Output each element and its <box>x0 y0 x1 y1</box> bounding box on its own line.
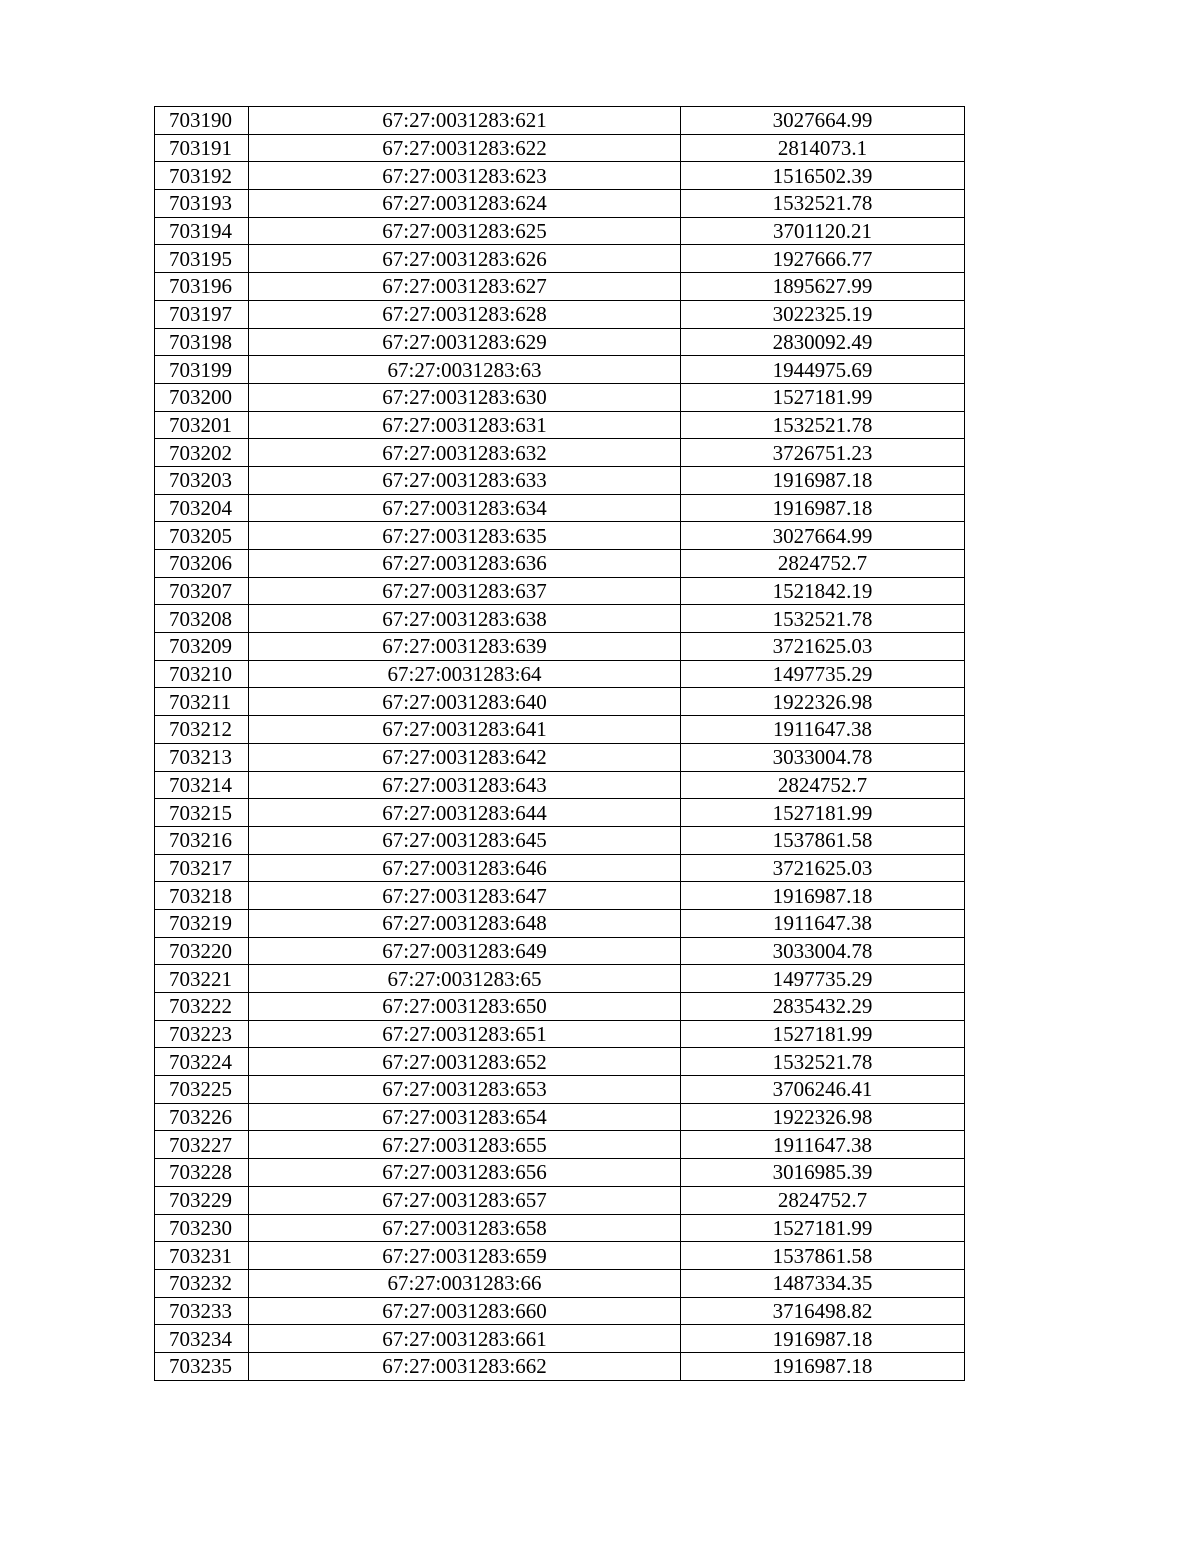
cadastral-number-cell: 67:27:0031283:631 <box>249 411 681 439</box>
row-number-cell: 703212 <box>155 716 249 744</box>
table-row <box>155 522 965 550</box>
cadastral-number-cell: 67:27:0031283:645 <box>249 826 681 854</box>
row-number-cell: 703224 <box>155 1048 249 1076</box>
cadastral-number-cell: 67:27:0031283:641 <box>249 716 681 744</box>
cadastral-number-cell: 67:27:0031283:634 <box>249 494 681 522</box>
row-number-cell: 703206 <box>155 550 249 578</box>
cadastral-number-cell: 67:27:0031283:650 <box>249 993 681 1021</box>
table-row <box>155 245 965 273</box>
cadastral-value-cell: 1927666.77 <box>681 245 965 273</box>
cadastral-value-table <box>154 106 965 1381</box>
cadastral-value-cell: 3027664.99 <box>681 107 965 135</box>
table-row <box>155 1103 965 1131</box>
row-number-cell: 703205 <box>155 522 249 550</box>
cadastral-value-cell: 1537861.58 <box>681 1242 965 1270</box>
cadastral-value-cell: 2824752.7 <box>681 1186 965 1214</box>
row-number-cell: 703197 <box>155 300 249 328</box>
table-row <box>155 1269 965 1297</box>
cadastral-number-cell: 67:27:0031283:624 <box>249 190 681 218</box>
row-number-cell: 703201 <box>155 411 249 439</box>
cadastral-number-cell: 67:27:0031283:637 <box>249 577 681 605</box>
cadastral-number-cell: 67:27:0031283:654 <box>249 1103 681 1131</box>
cadastral-value-cell: 1922326.98 <box>681 1103 965 1131</box>
cadastral-number-cell: 67:27:0031283:657 <box>249 1186 681 1214</box>
cadastral-value-cell: 1527181.99 <box>681 1214 965 1242</box>
table-row <box>155 1131 965 1159</box>
cadastral-value-cell: 1916987.18 <box>681 1352 965 1380</box>
cadastral-number-cell: 67:27:0031283:66 <box>249 1269 681 1297</box>
table-row <box>155 1297 965 1325</box>
cadastral-number-cell: 67:27:0031283:659 <box>249 1242 681 1270</box>
cadastral-number-cell: 67:27:0031283:63 <box>249 356 681 384</box>
table-row <box>155 605 965 633</box>
row-number-cell: 703216 <box>155 826 249 854</box>
table-row <box>155 190 965 218</box>
cadastral-value-cell: 1487334.35 <box>681 1269 965 1297</box>
row-number-cell: 703210 <box>155 660 249 688</box>
row-number-cell: 703222 <box>155 993 249 1021</box>
row-number-cell: 703234 <box>155 1325 249 1353</box>
cadastral-value-cell: 3721625.03 <box>681 854 965 882</box>
row-number-cell: 703228 <box>155 1159 249 1187</box>
cadastral-value-cell: 3701120.21 <box>681 217 965 245</box>
cadastral-number-cell: 67:27:0031283:638 <box>249 605 681 633</box>
table-row <box>155 162 965 190</box>
table-row <box>155 633 965 661</box>
cadastral-number-cell: 67:27:0031283:632 <box>249 439 681 467</box>
table-row <box>155 1159 965 1187</box>
row-number-cell: 703191 <box>155 134 249 162</box>
table-row <box>155 494 965 522</box>
row-number-cell: 703193 <box>155 190 249 218</box>
cadastral-number-cell: 67:27:0031283:633 <box>249 466 681 494</box>
cadastral-number-cell: 67:27:0031283:640 <box>249 688 681 716</box>
cadastral-value-cell: 1532521.78 <box>681 190 965 218</box>
row-number-cell: 703207 <box>155 577 249 605</box>
cadastral-number-cell: 67:27:0031283:65 <box>249 965 681 993</box>
row-number-cell: 703225 <box>155 1076 249 1104</box>
table-row <box>155 1325 965 1353</box>
row-number-cell: 703219 <box>155 909 249 937</box>
cadastral-value-cell: 2824752.7 <box>681 550 965 578</box>
cadastral-number-cell: 67:27:0031283:630 <box>249 383 681 411</box>
row-number-cell: 703220 <box>155 937 249 965</box>
cadastral-value-cell: 1911647.38 <box>681 909 965 937</box>
cadastral-value-cell: 1527181.99 <box>681 799 965 827</box>
row-number-cell: 703196 <box>155 273 249 301</box>
row-number-cell: 703199 <box>155 356 249 384</box>
cadastral-number-cell: 67:27:0031283:628 <box>249 300 681 328</box>
cadastral-value-cell: 1911647.38 <box>681 1131 965 1159</box>
cadastral-value-cell: 2814073.1 <box>681 134 965 162</box>
table-body <box>155 107 965 1381</box>
cadastral-value-cell: 1497735.29 <box>681 660 965 688</box>
cadastral-value-cell: 1916987.18 <box>681 882 965 910</box>
row-number-cell: 703200 <box>155 383 249 411</box>
table-row <box>155 937 965 965</box>
cadastral-number-cell: 67:27:0031283:642 <box>249 743 681 771</box>
cadastral-value-cell: 1532521.78 <box>681 411 965 439</box>
row-number-cell: 703231 <box>155 1242 249 1270</box>
cadastral-number-cell: 67:27:0031283:64 <box>249 660 681 688</box>
cadastral-value-cell: 3022325.19 <box>681 300 965 328</box>
row-number-cell: 703209 <box>155 633 249 661</box>
cadastral-value-cell: 1521842.19 <box>681 577 965 605</box>
table-row <box>155 217 965 245</box>
cadastral-value-cell: 1537861.58 <box>681 826 965 854</box>
cadastral-number-cell: 67:27:0031283:660 <box>249 1297 681 1325</box>
cadastral-number-cell: 67:27:0031283:646 <box>249 854 681 882</box>
cadastral-number-cell: 67:27:0031283:656 <box>249 1159 681 1187</box>
cadastral-value-cell: 3716498.82 <box>681 1297 965 1325</box>
cadastral-value-cell: 1911647.38 <box>681 716 965 744</box>
cadastral-number-cell: 67:27:0031283:661 <box>249 1325 681 1353</box>
table-row <box>155 909 965 937</box>
row-number-cell: 703194 <box>155 217 249 245</box>
table-row <box>155 107 965 135</box>
cadastral-number-cell: 67:27:0031283:655 <box>249 1131 681 1159</box>
table-row <box>155 134 965 162</box>
row-number-cell: 703215 <box>155 799 249 827</box>
cadastral-value-cell: 1895627.99 <box>681 273 965 301</box>
table-row <box>155 1242 965 1270</box>
cadastral-number-cell: 67:27:0031283:626 <box>249 245 681 273</box>
cadastral-value-cell: 3027664.99 <box>681 522 965 550</box>
table-row <box>155 799 965 827</box>
cadastral-value-cell: 1916987.18 <box>681 494 965 522</box>
table-row <box>155 716 965 744</box>
table-row <box>155 383 965 411</box>
table-row <box>155 273 965 301</box>
cadastral-value-cell: 1916987.18 <box>681 1325 965 1353</box>
cadastral-number-cell: 67:27:0031283:635 <box>249 522 681 550</box>
cadastral-number-cell: 67:27:0031283:647 <box>249 882 681 910</box>
row-number-cell: 703226 <box>155 1103 249 1131</box>
row-number-cell: 703235 <box>155 1352 249 1380</box>
row-number-cell: 703223 <box>155 1020 249 1048</box>
row-number-cell: 703213 <box>155 743 249 771</box>
cadastral-number-cell: 67:27:0031283:651 <box>249 1020 681 1048</box>
row-number-cell: 703198 <box>155 328 249 356</box>
row-number-cell: 703204 <box>155 494 249 522</box>
cadastral-number-cell: 67:27:0031283:629 <box>249 328 681 356</box>
row-number-cell: 703229 <box>155 1186 249 1214</box>
table-row <box>155 1048 965 1076</box>
row-number-cell: 703214 <box>155 771 249 799</box>
table-row <box>155 466 965 494</box>
table-row <box>155 965 965 993</box>
cadastral-number-cell: 67:27:0031283:622 <box>249 134 681 162</box>
cadastral-number-cell: 67:27:0031283:636 <box>249 550 681 578</box>
cadastral-value-cell: 3726751.23 <box>681 439 965 467</box>
cadastral-value-cell: 3033004.78 <box>681 937 965 965</box>
cadastral-number-cell: 67:27:0031283:621 <box>249 107 681 135</box>
row-number-cell: 703211 <box>155 688 249 716</box>
table-row <box>155 854 965 882</box>
cadastral-number-cell: 67:27:0031283:639 <box>249 633 681 661</box>
cadastral-number-cell: 67:27:0031283:649 <box>249 937 681 965</box>
row-number-cell: 703233 <box>155 1297 249 1325</box>
table-row <box>155 411 965 439</box>
cadastral-value-cell: 1532521.78 <box>681 1048 965 1076</box>
table-row <box>155 826 965 854</box>
cadastral-value-cell: 1527181.99 <box>681 383 965 411</box>
table-row <box>155 743 965 771</box>
table-row <box>155 439 965 467</box>
table-row <box>155 993 965 1021</box>
cadastral-number-cell: 67:27:0031283:623 <box>249 162 681 190</box>
cadastral-number-cell: 67:27:0031283:652 <box>249 1048 681 1076</box>
row-number-cell: 703232 <box>155 1269 249 1297</box>
table-row <box>155 1214 965 1242</box>
cadastral-value-cell: 2824752.7 <box>681 771 965 799</box>
table-row <box>155 882 965 910</box>
row-number-cell: 703202 <box>155 439 249 467</box>
table-row <box>155 688 965 716</box>
cadastral-value-cell: 3706246.41 <box>681 1076 965 1104</box>
cadastral-value-cell: 1532521.78 <box>681 605 965 633</box>
cadastral-value-cell: 3016985.39 <box>681 1159 965 1187</box>
cadastral-value-cell: 3033004.78 <box>681 743 965 771</box>
cadastral-value-cell: 1916987.18 <box>681 466 965 494</box>
table-row <box>155 300 965 328</box>
row-number-cell: 703221 <box>155 965 249 993</box>
cadastral-number-cell: 67:27:0031283:643 <box>249 771 681 799</box>
table-row <box>155 1186 965 1214</box>
table-row <box>155 577 965 605</box>
cadastral-number-cell: 67:27:0031283:662 <box>249 1352 681 1380</box>
table-row <box>155 356 965 384</box>
row-number-cell: 703195 <box>155 245 249 273</box>
table-row <box>155 1020 965 1048</box>
table-row <box>155 550 965 578</box>
table-row <box>155 1352 965 1380</box>
cadastral-number-cell: 67:27:0031283:625 <box>249 217 681 245</box>
cadastral-value-cell: 1516502.39 <box>681 162 965 190</box>
row-number-cell: 703218 <box>155 882 249 910</box>
cadastral-value-cell: 1497735.29 <box>681 965 965 993</box>
row-number-cell: 703203 <box>155 466 249 494</box>
cadastral-value-cell: 2830092.49 <box>681 328 965 356</box>
table-row <box>155 328 965 356</box>
table-row <box>155 660 965 688</box>
row-number-cell: 703208 <box>155 605 249 633</box>
row-number-cell: 703217 <box>155 854 249 882</box>
row-number-cell: 703190 <box>155 107 249 135</box>
table-row <box>155 771 965 799</box>
table-row <box>155 1076 965 1104</box>
cadastral-value-cell: 1944975.69 <box>681 356 965 384</box>
row-number-cell: 703192 <box>155 162 249 190</box>
cadastral-number-cell: 67:27:0031283:644 <box>249 799 681 827</box>
cadastral-value-cell: 2835432.29 <box>681 993 965 1021</box>
cadastral-number-cell: 67:27:0031283:648 <box>249 909 681 937</box>
cadastral-value-cell: 1527181.99 <box>681 1020 965 1048</box>
row-number-cell: 703230 <box>155 1214 249 1242</box>
cadastral-value-cell: 3721625.03 <box>681 633 965 661</box>
cadastral-value-cell: 1922326.98 <box>681 688 965 716</box>
cadastral-number-cell: 67:27:0031283:627 <box>249 273 681 301</box>
cadastral-number-cell: 67:27:0031283:658 <box>249 1214 681 1242</box>
cadastral-number-cell: 67:27:0031283:653 <box>249 1076 681 1104</box>
row-number-cell: 703227 <box>155 1131 249 1159</box>
